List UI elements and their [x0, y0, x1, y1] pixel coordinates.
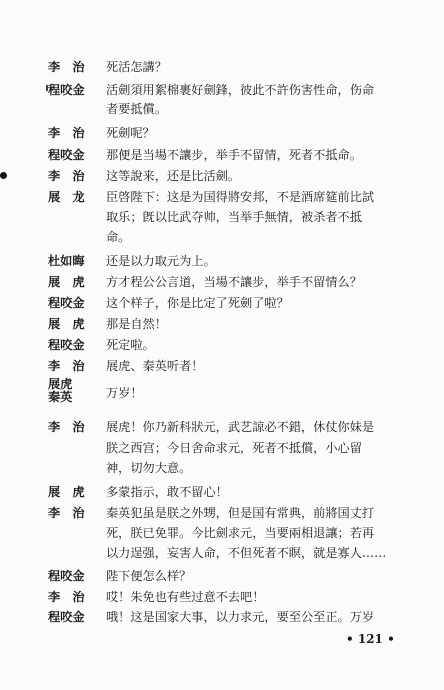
speaker-name: 程咬金 — [48, 338, 85, 352]
dialogue-text: 哎！朱免也有些过意不去吧！ — [106, 590, 265, 604]
speaker-name: 秦英 — [48, 390, 73, 404]
dialogue-text: 那便是当場不讓步，举手不留情，死者不抵命。 — [106, 148, 362, 162]
dialogue-text: 方才程公公言道，当場不讓步，举手不留情么？ — [106, 275, 362, 289]
dialogue-continuation: 神，切勿大意。 — [106, 461, 192, 475]
dialogue-continuation: 命。 — [106, 230, 131, 244]
dialogue-continuation: 取乐；旣以比武夺帅，当举手無情，被杀者不抵 — [106, 210, 362, 224]
speaker-name: 杜如晦 — [48, 254, 85, 268]
dialogue-continuation: 以力逞强，妄害人命，不但死者不瞑，就是寡人…… — [106, 546, 387, 560]
speaker-name: 李 治 — [48, 506, 85, 520]
dialogue-text: 展虎、秦英听者！ — [106, 359, 204, 373]
speaker-name: 程咬金 — [48, 569, 85, 583]
dialogue-continuation: 朕之西宫；今日舍命求元，死者不抵償，小心留 — [106, 441, 362, 455]
speaker-name: 展 虎 — [48, 317, 85, 331]
speaker-name: 李 治 — [48, 169, 85, 183]
speaker-name: 李 治 — [48, 420, 85, 434]
speaker-name: 李 治 — [48, 359, 85, 373]
dialogue-text: 臣啓陛下：这是为国得將安邦，不是酒席筵前比試 — [106, 190, 375, 204]
speaker-name: 李 治 — [48, 590, 85, 604]
dialogue-text: 这等說来，还是比活劍。 — [106, 169, 241, 183]
page-number: • 121 • — [346, 632, 395, 646]
speaker-name: 展虎 — [48, 377, 73, 391]
dialogue-text: 这个样子，你是比定了死劍了啦？ — [106, 296, 289, 310]
dialogue-continuation: 者要抵償。 — [106, 102, 167, 116]
dialogue-text: 陛下便怎么样？ — [106, 569, 192, 583]
dialogue-text: 多蒙指示，敢不留心！ — [106, 485, 228, 499]
speaker-group — [48, 378, 98, 404]
speaker-name: 李 治 — [48, 126, 85, 140]
dialogue-text: 万岁！ — [106, 386, 143, 400]
speaker-name: 展 龙 — [48, 190, 85, 204]
speaker-name: 展 虎 — [48, 485, 85, 499]
dialogue-continuation: 死，朕已免罪。今比劍求元，当要兩相退讓；若再 — [106, 526, 375, 540]
dialogue-text: 展虎！你乃新科狀元，武艺諒必不錯，休仗你妹是 — [106, 420, 375, 434]
dialogue-text: 死劍呢？ — [106, 126, 155, 140]
dialogue-text: 哦！这是国家大事，以力求元，要至公至正。万岁 — [106, 610, 375, 624]
dialogue-text: 还是以力取元为上。 — [106, 254, 216, 268]
speaker-name: 李 治 — [48, 60, 85, 74]
speaker-name: 程咬金 — [48, 148, 85, 162]
dialogue-text: 死定啦。 — [106, 338, 155, 352]
speaker-name: 展 虎 — [48, 275, 85, 289]
speaker-name: 程咬金 — [48, 83, 85, 97]
dialogue-text: 那是自然！ — [106, 317, 167, 331]
dialogue-text: 死活怎講？ — [106, 60, 167, 74]
dialogue-line — [48, 378, 436, 412]
dialogue-text: 秦英犯虽是朕之外甥，但是国有常典，前將国丈打 — [106, 506, 375, 520]
speaker-name: 程咬金 — [48, 610, 85, 624]
dialogue-text: 活劍須用絮棉裹好劍鋒，彼此不許伤害性命，伤命 — [106, 83, 375, 97]
margin-ink-dot — [0, 172, 7, 179]
speaker-name: 程咬金 — [48, 296, 85, 310]
